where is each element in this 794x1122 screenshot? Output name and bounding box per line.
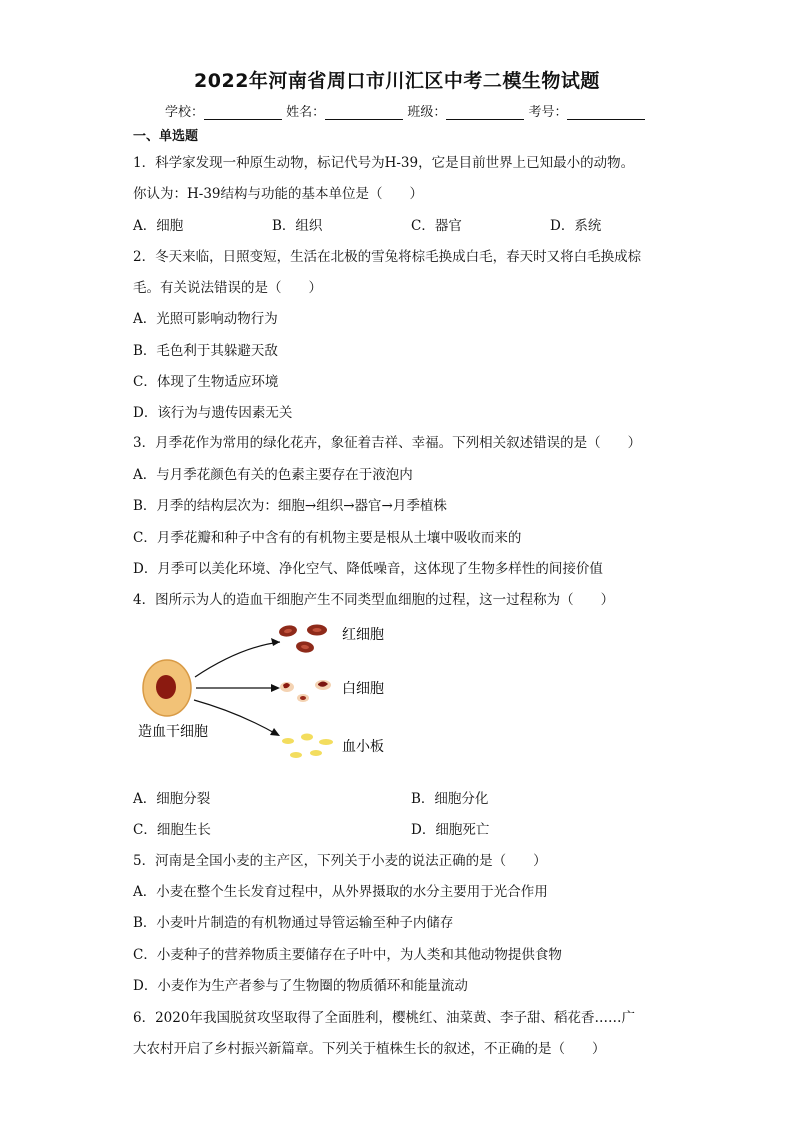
stem-cell-label: 造血干细胞 [138,724,208,740]
class-blank[interactable] [446,105,524,120]
white-blood-cells-icon [280,680,331,702]
q1-option-d[interactable]: D．系统 [550,218,602,234]
q5-option-c[interactable]: C．小麦种子的营养物质主要储存在子叶中，为人类和其他动物提供食物 [133,947,562,963]
q3-stem-line1: 3．月季花作为常用的绿化花卉，象征着吉祥、幸福。下列相关叙述错误的是（ ） [133,435,642,451]
q4-stem-line1: 4．图所示为人的造血干细胞产生不同类型血细胞的过程，这一过程称为（ ） [133,592,615,608]
class-label: 班级： [407,105,447,120]
q2-option-c[interactable]: C．体现了生物适应环境 [133,374,279,390]
student-info-row [165,101,645,120]
q1-stem-line2: 你认为：H-39结构与功能的基本单位是（ ） [133,186,424,202]
q4-option-b[interactable]: B．细胞分化 [411,791,489,807]
q4-option-c[interactable]: C．细胞生长 [133,822,211,838]
q3-option-b[interactable]: B．月季的结构层次为：细胞→组织→器官→月季植株 [133,498,447,514]
section-heading: 一、单选题 [133,129,199,144]
name-label: 姓名： [286,105,326,120]
q4-option-a[interactable]: A．细胞分裂 [133,791,211,807]
exam-no-blank[interactable] [567,105,645,120]
blood-cell-differentiation-figure [130,615,420,775]
q2-stem-line1: 2．冬天来临，日照变短，生活在北极的雪兔将棕毛换成白毛，春天时又将白毛换成棕 [133,249,642,265]
q2-option-a[interactable]: A．光照可影响动物行为 [133,311,278,327]
q5-option-d[interactable]: D．小麦作为生产者参与了生物圈的物质循环和能量流动 [133,978,468,994]
platelets-icon [282,734,333,759]
name-blank[interactable] [325,105,403,120]
red-blood-cells-icon [278,624,327,654]
q3-option-a[interactable]: A．与月季花颜色有关的色素主要存在于液泡内 [133,467,413,483]
q1-option-c[interactable]: C．器官 [411,218,462,234]
q4-option-d[interactable]: D．细胞死亡 [411,822,490,838]
q1-option-a[interactable]: A．细胞 [133,218,184,234]
red-cell-label: 红细胞 [342,627,384,643]
q5-stem-line1: 5．河南是全国小麦的主产区，下列关于小麦的说法正确的是（ ） [133,853,547,869]
q1-stem-line1: 1．科学家发现一种原生动物，标记代号为H-39，它是目前世界上已知最小的动物。 [133,155,635,171]
q3-option-c[interactable]: C．月季花瓣和种子中含有的有机物主要是根从土壤中吸收而来的 [133,530,522,546]
q2-option-b[interactable]: B．毛色利于其躲避天敌 [133,343,278,359]
arrow-to-red-icon [195,638,280,677]
school-blank[interactable] [204,105,282,120]
school-label: 学校： [165,105,205,120]
platelet-label: 血小板 [342,739,384,755]
q1-option-b[interactable]: B．组织 [272,218,323,234]
q5-option-a[interactable]: A．小麦在整个生长发育过程中，从外界摄取的水分主要用于光合作用 [133,884,548,900]
exam-no-label: 考号： [528,105,568,120]
arrow-to-white-icon [196,684,280,692]
stem-cell-icon [143,660,191,716]
q6-stem-line2: 大农村开启了乡村振兴新篇章。下列关于植株生长的叙述，不正确的是（ ） [133,1041,606,1057]
q2-option-d[interactable]: D．该行为与遗传因素无关 [133,405,293,421]
q2-stem-line2: 毛。有关说法错误的是（ ） [133,280,322,296]
q6-stem-line1: 6．2020年我国脱贫攻坚取得了全面胜利，樱桃红、油菜黄、李子甜、稻花香……广 [133,1010,635,1026]
white-cell-label: 白细胞 [342,681,384,697]
page-title: 2022年河南省周口市川汇区中考二模生物试题 [194,70,600,92]
q3-option-d[interactable]: D．月季可以美化环境、净化空气、降低噪音，这体现了生物多样性的间接价值 [133,561,603,577]
q5-option-b[interactable]: B．小麦叶片制造的有机物通过导管运输至种子内储存 [133,915,454,931]
